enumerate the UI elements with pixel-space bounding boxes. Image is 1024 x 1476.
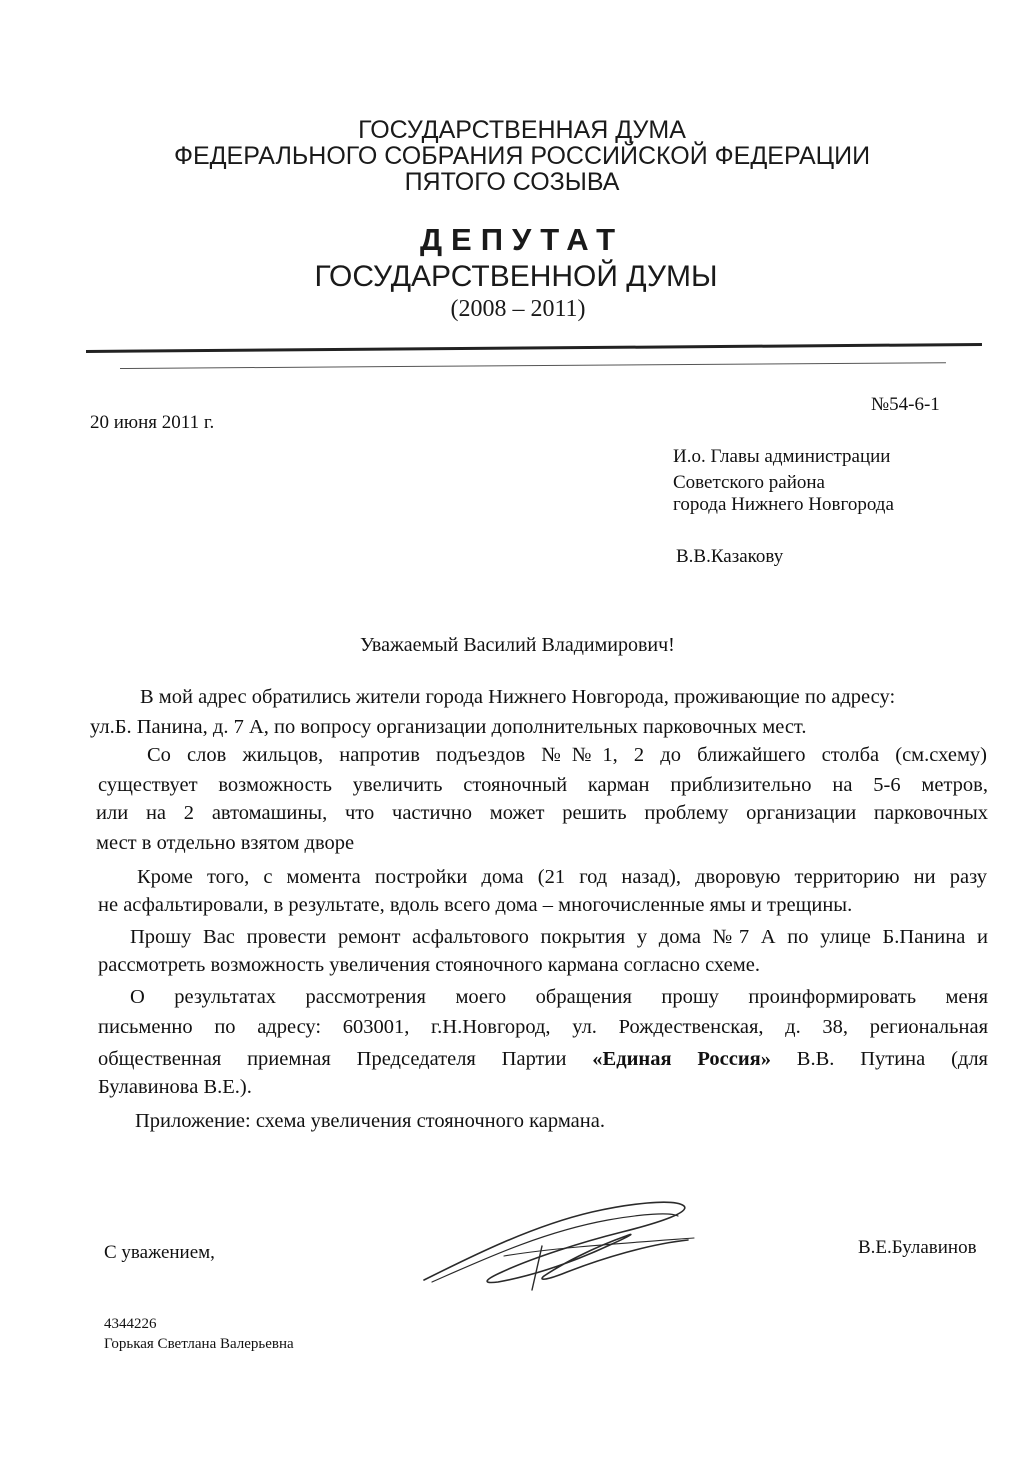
addressee-line-3: города Нижнего Новгорода [673,494,894,515]
addressee-line-1: И.о. Главы администрации [673,446,891,467]
salutation: Уважаемый Василий Владимирович! [360,634,675,656]
document-date: 20 июня 2011 г. [90,412,215,433]
addressee-line-2: Советского района [673,472,825,493]
body-line: ул.Б. Панина, д. 7 А, по вопросу организации дополнительных парковочных мест. [90,716,807,738]
body-line: письменно по адресу: 603001, г.Н.Новгород, ул. Рождественская, д. 38, региональная [98,1016,988,1038]
body-line: Со слов жильцов, напротив подъездов №№1, 2 до ближайшего столба (см.схему) [147,744,987,766]
letterhead-rule-thick [86,343,982,353]
body-line: Кроме того, с момента постройки дома (21 год назад), дворовую территорию ни разу [137,866,987,888]
body-line: Приложение: схема увеличения стояночного кармана. [135,1110,605,1132]
executor-name: Горькая Светлана Валерьевна [104,1336,294,1352]
org-line-2: ФЕДЕРАЛЬНОГО СОБРАНИЯ РОССИЙСКОЙ ФЕДЕРАЦИИ [173,142,871,170]
party-name: «Единая Россия» [592,1048,771,1070]
body-line-with-party [98,1048,988,1071]
body-line: Прошу Вас провести ремонт асфальтового покрытия у дома №7 А по улице Б.Панина и [130,926,988,948]
signer-name: В.Е.Булавинов [858,1237,977,1258]
body-text: В.В. Путина (для [770,1048,988,1070]
executor-phone: 4344226 [104,1316,157,1332]
letterhead-subtitle: ГОСУДАРСТВЕННОЙ ДУМЫ [314,260,718,293]
handwritten-signature-icon [412,1186,702,1296]
body-line: В мой адрес обратились жители города Нижнего Новгорода, проживающие по адресу: [140,686,896,708]
addressee-name: В.В.Казакову [676,546,784,567]
body-line: или на 2 автомашины, что частично может решить проблему организации парковочных [96,802,988,824]
org-line-1: ГОСУДАРСТВЕННАЯ ДУМА [358,116,686,144]
document-number: №54-6-1 [871,394,940,415]
body-line: мест в отдельно взятом дворе [96,832,355,854]
body-text: общественная приемная Председателя Партии [98,1048,593,1070]
org-line-3: ПЯТОГО СОЗЫВА [404,168,620,196]
letterhead-title: ДЕПУТАТ [419,222,625,257]
closing: С уважением, [104,1242,215,1263]
body-line: не асфальтировали, в результате, вдоль всего дома – многочисленные ямы и трещины. [98,894,853,916]
letterhead-years: (2008 – 2011) [450,296,586,322]
body-line: существует возможность увеличить стояночный карман приблизительно на 5-6 метров, [98,774,988,796]
body-line: Булавинова В.Е.). [98,1076,252,1098]
body-line: рассмотреть возможность увеличения стояночного кармана согласно схеме. [98,954,760,976]
body-line: О результатах рассмотрения моего обращения прошу проинформировать меня [130,986,988,1008]
letterhead-rule-thin [120,362,946,369]
